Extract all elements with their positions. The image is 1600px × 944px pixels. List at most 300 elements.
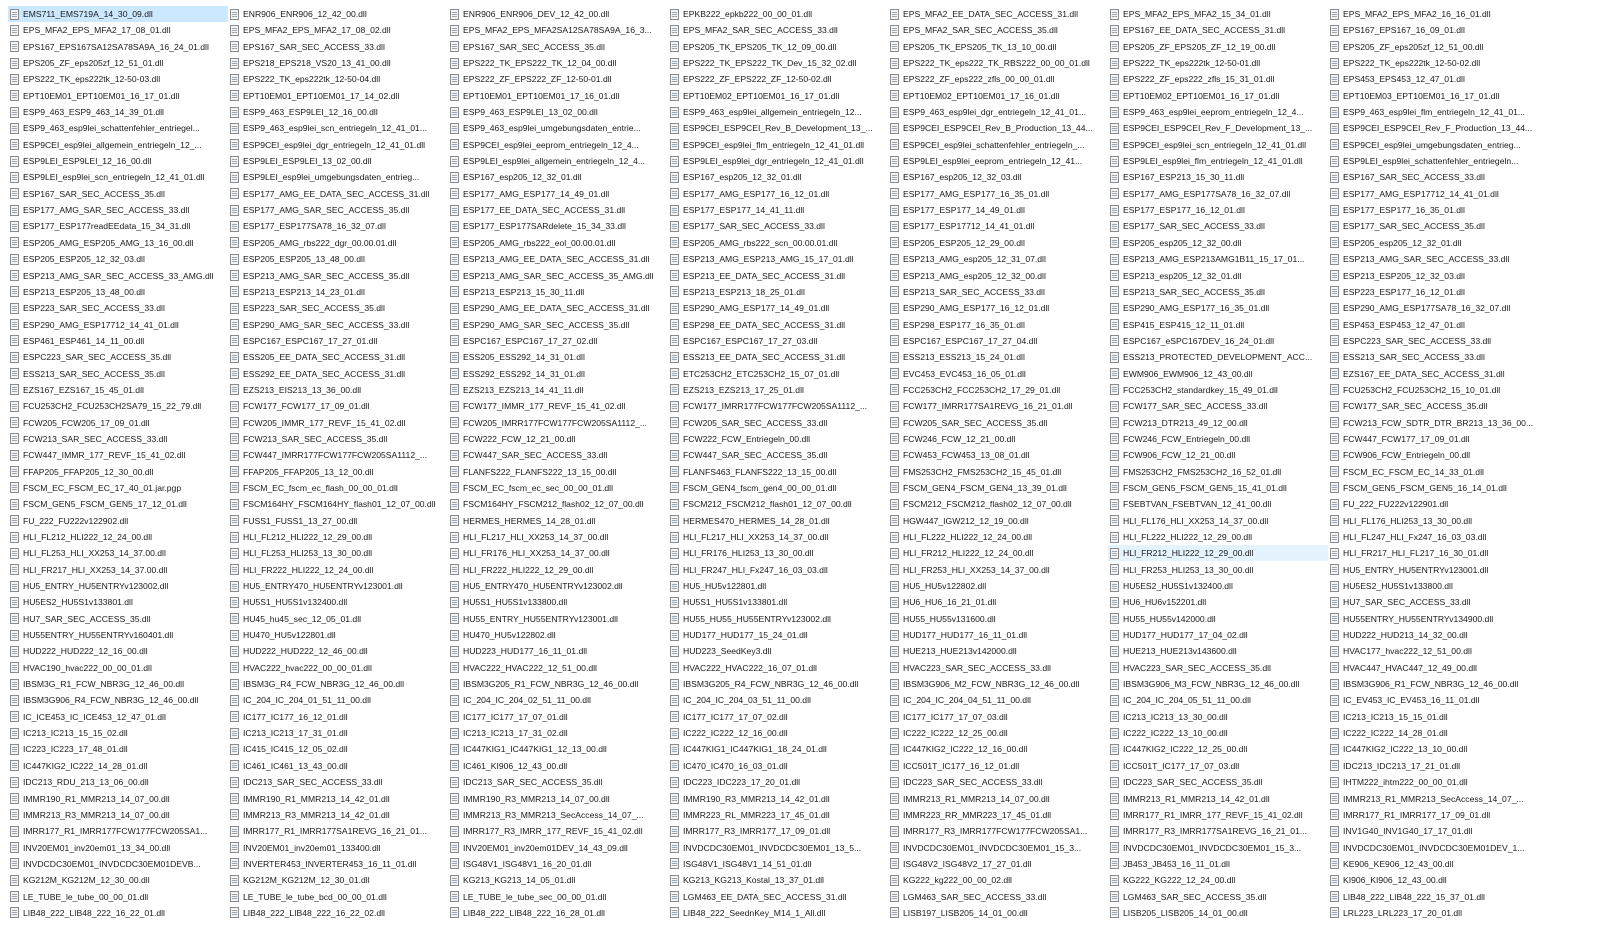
file-item[interactable] xyxy=(888,431,1108,447)
file-item[interactable] xyxy=(1328,464,1548,480)
file-item[interactable] xyxy=(228,137,448,153)
file-item[interactable] xyxy=(668,529,888,545)
file-item[interactable] xyxy=(8,774,228,790)
file-item[interactable] xyxy=(448,611,668,627)
file-item[interactable] xyxy=(1108,268,1328,284)
file-item[interactable] xyxy=(448,709,668,725)
file-item[interactable] xyxy=(1328,660,1548,676)
file-item[interactable] xyxy=(228,676,448,692)
file-item[interactable] xyxy=(8,39,228,55)
file-item[interactable] xyxy=(888,578,1108,594)
file-item[interactable] xyxy=(228,39,448,55)
file-item[interactable] xyxy=(448,333,668,349)
file-item[interactable] xyxy=(1108,120,1328,136)
file-item[interactable] xyxy=(668,366,888,382)
file-item[interactable] xyxy=(448,692,668,708)
file-item[interactable] xyxy=(448,382,668,398)
file-item[interactable] xyxy=(888,856,1108,872)
file-item[interactable] xyxy=(668,464,888,480)
file-item[interactable] xyxy=(668,104,888,120)
file-item[interactable] xyxy=(8,104,228,120)
file-item[interactable] xyxy=(1108,349,1328,365)
file-item[interactable] xyxy=(888,317,1108,333)
file-item[interactable] xyxy=(888,774,1108,790)
file-item[interactable] xyxy=(448,251,668,267)
file-item[interactable] xyxy=(668,578,888,594)
file-item[interactable] xyxy=(888,169,1108,185)
file-item[interactable] xyxy=(888,676,1108,692)
file-item[interactable] xyxy=(668,349,888,365)
file-item[interactable] xyxy=(448,300,668,316)
file-item[interactable] xyxy=(888,823,1108,839)
file-item[interactable] xyxy=(228,709,448,725)
file-item[interactable] xyxy=(448,349,668,365)
file-item[interactable] xyxy=(448,284,668,300)
file-item[interactable] xyxy=(668,594,888,610)
file-item[interactable] xyxy=(1328,627,1548,643)
file-item[interactable] xyxy=(448,774,668,790)
file-item[interactable] xyxy=(448,464,668,480)
file-item[interactable] xyxy=(228,905,448,921)
file-item[interactable] xyxy=(1108,464,1328,480)
file-item[interactable] xyxy=(888,692,1108,708)
file-item[interactable] xyxy=(668,22,888,38)
file-item[interactable] xyxy=(1328,300,1548,316)
file-item[interactable] xyxy=(668,6,888,22)
file-item[interactable] xyxy=(228,627,448,643)
file-item[interactable] xyxy=(1108,398,1328,414)
file-item[interactable] xyxy=(8,578,228,594)
file-item[interactable] xyxy=(668,643,888,659)
file-item[interactable] xyxy=(1328,120,1548,136)
file-item[interactable] xyxy=(8,153,228,169)
file-item[interactable] xyxy=(668,807,888,823)
file-item[interactable] xyxy=(228,594,448,610)
file-item[interactable] xyxy=(888,643,1108,659)
file-item[interactable] xyxy=(668,169,888,185)
file-item[interactable] xyxy=(228,513,448,529)
file-item[interactable] xyxy=(448,513,668,529)
file-item[interactable] xyxy=(1108,6,1328,22)
file-item[interactable] xyxy=(1328,104,1548,120)
file-item[interactable] xyxy=(1108,251,1328,267)
file-item[interactable] xyxy=(8,251,228,267)
file-item[interactable] xyxy=(1108,562,1328,578)
file-item[interactable] xyxy=(1108,415,1328,431)
file-item[interactable] xyxy=(1108,840,1328,856)
file-item[interactable] xyxy=(8,676,228,692)
file-item[interactable] xyxy=(1108,741,1328,757)
file-item[interactable] xyxy=(1108,807,1328,823)
file-item[interactable] xyxy=(1108,643,1328,659)
file-item[interactable] xyxy=(1108,611,1328,627)
file-item[interactable] xyxy=(888,496,1108,512)
file-item[interactable] xyxy=(1328,317,1548,333)
file-item[interactable] xyxy=(228,22,448,38)
file-item[interactable] xyxy=(8,333,228,349)
file-item[interactable] xyxy=(888,529,1108,545)
file-item[interactable] xyxy=(448,660,668,676)
file-item[interactable] xyxy=(448,496,668,512)
file-item[interactable] xyxy=(1108,709,1328,725)
file-item[interactable] xyxy=(668,889,888,905)
file-item[interactable] xyxy=(228,398,448,414)
file-item[interactable] xyxy=(8,872,228,888)
file-item[interactable] xyxy=(228,349,448,365)
file-item[interactable] xyxy=(668,202,888,218)
file-item[interactable] xyxy=(888,39,1108,55)
file-item[interactable] xyxy=(228,741,448,757)
file-item[interactable] xyxy=(1328,71,1548,87)
file-item[interactable] xyxy=(1108,774,1328,790)
file-item[interactable] xyxy=(228,872,448,888)
file-item[interactable] xyxy=(8,235,228,251)
file-item[interactable] xyxy=(448,872,668,888)
file-item[interactable] xyxy=(1328,137,1548,153)
file-item[interactable] xyxy=(888,545,1108,561)
file-item[interactable] xyxy=(668,415,888,431)
file-item[interactable] xyxy=(8,284,228,300)
file-item[interactable] xyxy=(8,840,228,856)
file-item-hovered[interactable] xyxy=(1108,545,1328,561)
file-item[interactable] xyxy=(448,758,668,774)
file-item[interactable] xyxy=(888,55,1108,71)
file-item[interactable] xyxy=(8,529,228,545)
file-item[interactable] xyxy=(1328,513,1548,529)
file-item[interactable] xyxy=(1328,905,1548,921)
file-item[interactable] xyxy=(228,55,448,71)
file-item[interactable] xyxy=(888,366,1108,382)
file-item[interactable] xyxy=(228,71,448,87)
file-item[interactable] xyxy=(228,643,448,659)
file-item[interactable] xyxy=(1328,235,1548,251)
file-item[interactable] xyxy=(228,202,448,218)
file-item[interactable] xyxy=(448,137,668,153)
file-item[interactable] xyxy=(668,513,888,529)
file-item[interactable] xyxy=(1108,529,1328,545)
file-item[interactable] xyxy=(448,268,668,284)
file-item[interactable] xyxy=(668,71,888,87)
file-item[interactable] xyxy=(228,496,448,512)
file-item[interactable] xyxy=(888,562,1108,578)
file-item[interactable] xyxy=(668,611,888,627)
file-item[interactable] xyxy=(228,480,448,496)
file-item[interactable] xyxy=(8,611,228,627)
file-item[interactable] xyxy=(448,643,668,659)
file-item[interactable] xyxy=(8,643,228,659)
file-item-selected[interactable] xyxy=(8,6,228,22)
file-item[interactable] xyxy=(1108,823,1328,839)
file-item[interactable] xyxy=(1328,333,1548,349)
file-item[interactable] xyxy=(1108,88,1328,104)
file-item[interactable] xyxy=(1108,300,1328,316)
file-item[interactable] xyxy=(228,431,448,447)
file-item[interactable] xyxy=(888,611,1108,627)
file-item[interactable] xyxy=(1328,562,1548,578)
file-item[interactable] xyxy=(888,398,1108,414)
file-item[interactable] xyxy=(1108,431,1328,447)
file-item[interactable] xyxy=(668,709,888,725)
file-item[interactable] xyxy=(228,692,448,708)
file-item[interactable] xyxy=(668,791,888,807)
file-item[interactable] xyxy=(448,153,668,169)
file-item[interactable] xyxy=(1108,905,1328,921)
file-item[interactable] xyxy=(888,235,1108,251)
file-item[interactable] xyxy=(888,268,1108,284)
file-item[interactable] xyxy=(8,447,228,463)
file-item[interactable] xyxy=(888,840,1108,856)
file-item[interactable] xyxy=(668,153,888,169)
file-item[interactable] xyxy=(668,545,888,561)
file-item[interactable] xyxy=(448,55,668,71)
file-item[interactable] xyxy=(1108,496,1328,512)
file-item[interactable] xyxy=(1108,218,1328,234)
file-item[interactable] xyxy=(8,431,228,447)
file-item[interactable] xyxy=(888,513,1108,529)
file-item[interactable] xyxy=(888,349,1108,365)
file-item[interactable] xyxy=(668,872,888,888)
file-item[interactable] xyxy=(668,856,888,872)
file-item[interactable] xyxy=(8,71,228,87)
file-item[interactable] xyxy=(1328,447,1548,463)
file-item[interactable] xyxy=(8,366,228,382)
file-item[interactable] xyxy=(668,333,888,349)
file-item[interactable] xyxy=(448,562,668,578)
file-item[interactable] xyxy=(1328,643,1548,659)
file-item[interactable] xyxy=(228,464,448,480)
file-item[interactable] xyxy=(668,905,888,921)
file-item[interactable] xyxy=(1108,872,1328,888)
file-item[interactable] xyxy=(228,660,448,676)
file-item[interactable] xyxy=(8,594,228,610)
file-item[interactable] xyxy=(668,692,888,708)
file-item[interactable] xyxy=(8,725,228,741)
file-item[interactable] xyxy=(888,447,1108,463)
file-item[interactable] xyxy=(1108,480,1328,496)
file-item[interactable] xyxy=(228,235,448,251)
file-item[interactable] xyxy=(888,333,1108,349)
file-item[interactable] xyxy=(448,431,668,447)
file-item[interactable] xyxy=(668,268,888,284)
file-item[interactable] xyxy=(1328,529,1548,545)
file-item[interactable] xyxy=(1328,398,1548,414)
file-item[interactable] xyxy=(8,186,228,202)
file-item[interactable] xyxy=(1108,889,1328,905)
file-item[interactable] xyxy=(1328,39,1548,55)
file-item[interactable] xyxy=(668,55,888,71)
file-item[interactable] xyxy=(1108,660,1328,676)
file-item[interactable] xyxy=(8,905,228,921)
file-item[interactable] xyxy=(888,104,1108,120)
file-item[interactable] xyxy=(668,447,888,463)
file-item[interactable] xyxy=(668,235,888,251)
file-item[interactable] xyxy=(888,300,1108,316)
file-item[interactable] xyxy=(1108,725,1328,741)
file-item[interactable] xyxy=(1328,415,1548,431)
file-item[interactable] xyxy=(888,137,1108,153)
file-item[interactable] xyxy=(448,71,668,87)
file-item[interactable] xyxy=(668,725,888,741)
file-item[interactable] xyxy=(1328,88,1548,104)
file-item[interactable] xyxy=(228,823,448,839)
file-item[interactable] xyxy=(888,382,1108,398)
file-item[interactable] xyxy=(8,317,228,333)
file-item[interactable] xyxy=(1328,55,1548,71)
file-item[interactable] xyxy=(228,840,448,856)
file-item[interactable] xyxy=(1328,578,1548,594)
file-item[interactable] xyxy=(1108,104,1328,120)
file-item[interactable] xyxy=(1108,594,1328,610)
file-item[interactable] xyxy=(888,71,1108,87)
file-item[interactable] xyxy=(888,22,1108,38)
file-item[interactable] xyxy=(1108,692,1328,708)
file-item[interactable] xyxy=(668,382,888,398)
file-item[interactable] xyxy=(668,480,888,496)
file-item[interactable] xyxy=(1108,169,1328,185)
file-item[interactable] xyxy=(448,791,668,807)
file-item[interactable] xyxy=(1328,692,1548,708)
file-item[interactable] xyxy=(228,856,448,872)
file-item[interactable] xyxy=(888,889,1108,905)
file-item[interactable] xyxy=(1328,872,1548,888)
file-item[interactable] xyxy=(8,709,228,725)
file-item[interactable] xyxy=(8,545,228,561)
file-item[interactable] xyxy=(8,55,228,71)
file-item[interactable] xyxy=(1328,545,1548,561)
file-item[interactable] xyxy=(888,202,1108,218)
file-item[interactable] xyxy=(1328,251,1548,267)
file-item[interactable] xyxy=(8,382,228,398)
file-item[interactable] xyxy=(1108,791,1328,807)
file-item[interactable] xyxy=(888,464,1108,480)
file-item[interactable] xyxy=(228,529,448,545)
file-item[interactable] xyxy=(668,300,888,316)
file-item[interactable] xyxy=(228,317,448,333)
file-item[interactable] xyxy=(1328,856,1548,872)
file-item[interactable] xyxy=(228,382,448,398)
file-item[interactable] xyxy=(228,889,448,905)
file-item[interactable] xyxy=(228,415,448,431)
file-item[interactable] xyxy=(448,415,668,431)
file-item[interactable] xyxy=(888,709,1108,725)
file-item[interactable] xyxy=(228,725,448,741)
file-item[interactable] xyxy=(228,104,448,120)
file-item[interactable] xyxy=(888,807,1108,823)
file-item[interactable] xyxy=(1328,202,1548,218)
file-item[interactable] xyxy=(8,741,228,757)
file-item[interactable] xyxy=(448,447,668,463)
file-item[interactable] xyxy=(888,627,1108,643)
file-item[interactable] xyxy=(8,627,228,643)
file-item[interactable] xyxy=(448,840,668,856)
file-item[interactable] xyxy=(668,562,888,578)
file-item[interactable] xyxy=(228,300,448,316)
file-item[interactable] xyxy=(668,317,888,333)
file-item[interactable] xyxy=(888,186,1108,202)
file-item[interactable] xyxy=(1328,611,1548,627)
file-item[interactable] xyxy=(1328,594,1548,610)
file-item[interactable] xyxy=(8,464,228,480)
file-item[interactable] xyxy=(8,268,228,284)
file-item[interactable] xyxy=(228,611,448,627)
file-item[interactable] xyxy=(1108,235,1328,251)
file-item[interactable] xyxy=(1328,186,1548,202)
file-item[interactable] xyxy=(888,758,1108,774)
file-item[interactable] xyxy=(1108,382,1328,398)
file-item[interactable] xyxy=(668,741,888,757)
file-item[interactable] xyxy=(1108,153,1328,169)
file-item[interactable] xyxy=(1328,496,1548,512)
file-item[interactable] xyxy=(668,137,888,153)
file-item[interactable] xyxy=(1328,366,1548,382)
file-item[interactable] xyxy=(448,578,668,594)
file-item[interactable] xyxy=(1108,366,1328,382)
file-item[interactable] xyxy=(1108,137,1328,153)
file-item[interactable] xyxy=(8,398,228,414)
file-item[interactable] xyxy=(8,415,228,431)
file-item[interactable] xyxy=(1108,627,1328,643)
file-item[interactable] xyxy=(8,823,228,839)
file-item[interactable] xyxy=(448,725,668,741)
file-item[interactable] xyxy=(888,153,1108,169)
file-item[interactable] xyxy=(668,823,888,839)
file-item[interactable] xyxy=(8,88,228,104)
file-item[interactable] xyxy=(448,545,668,561)
file-item[interactable] xyxy=(8,480,228,496)
file-item[interactable] xyxy=(8,758,228,774)
file-item[interactable] xyxy=(668,39,888,55)
file-item[interactable] xyxy=(1328,431,1548,447)
file-item[interactable] xyxy=(888,725,1108,741)
file-item[interactable] xyxy=(888,741,1108,757)
file-item[interactable] xyxy=(448,366,668,382)
file-item[interactable] xyxy=(8,22,228,38)
file-item[interactable] xyxy=(668,840,888,856)
file-item[interactable] xyxy=(668,774,888,790)
file-item[interactable] xyxy=(668,398,888,414)
file-item[interactable] xyxy=(228,774,448,790)
file-item[interactable] xyxy=(228,578,448,594)
file-item[interactable] xyxy=(888,480,1108,496)
file-item[interactable] xyxy=(228,758,448,774)
file-item[interactable] xyxy=(668,758,888,774)
file-item[interactable] xyxy=(448,39,668,55)
file-item[interactable] xyxy=(448,6,668,22)
file-item[interactable] xyxy=(888,284,1108,300)
file-item[interactable] xyxy=(888,791,1108,807)
file-item[interactable] xyxy=(1328,349,1548,365)
file-item[interactable] xyxy=(1108,676,1328,692)
file-item[interactable] xyxy=(8,120,228,136)
file-item[interactable] xyxy=(668,251,888,267)
file-item[interactable] xyxy=(888,120,1108,136)
file-item[interactable] xyxy=(228,807,448,823)
file-item[interactable] xyxy=(1108,447,1328,463)
file-item[interactable] xyxy=(8,300,228,316)
file-item[interactable] xyxy=(8,692,228,708)
file-item[interactable] xyxy=(888,88,1108,104)
file-item[interactable] xyxy=(8,513,228,529)
file-item[interactable] xyxy=(448,594,668,610)
file-item[interactable] xyxy=(448,120,668,136)
file-item[interactable] xyxy=(888,905,1108,921)
file-item[interactable] xyxy=(8,562,228,578)
file-item[interactable] xyxy=(888,415,1108,431)
file-item[interactable] xyxy=(1328,480,1548,496)
file-item[interactable] xyxy=(228,88,448,104)
file-item[interactable] xyxy=(668,284,888,300)
file-item[interactable] xyxy=(668,88,888,104)
